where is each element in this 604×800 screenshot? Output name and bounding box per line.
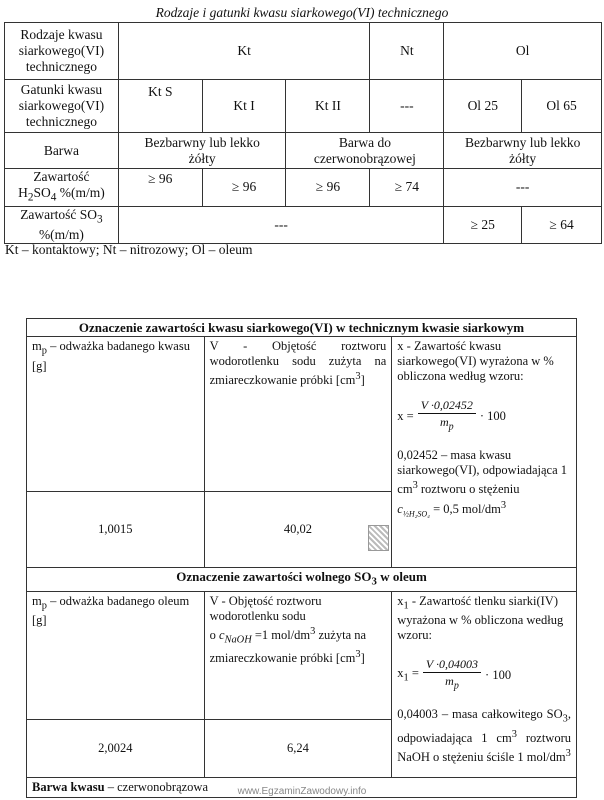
type-ol: Ol <box>444 23 602 80</box>
acid-color-row: Barwa kwasu – czerwonobrązowa <box>27 777 577 797</box>
table-row <box>5 169 602 207</box>
row-label: Zawartość $H_2SO_4$ %(m/m) <box>5 169 119 207</box>
so3-ol25: ≥ 25 <box>444 206 522 244</box>
grade-kt-i: Kt I <box>202 80 286 133</box>
row-label: Gatunki kwasu siarkowego(VI) technicznego <box>5 80 119 133</box>
type-kt: Kt <box>118 23 370 80</box>
section-header-so3: Oznaczenie zawartości wolnego $SO_3$ w oleum <box>27 568 577 592</box>
formula-cell-h2so4 <box>392 337 577 568</box>
row-label: Rodzaje kwasu siarkowego(VI) technicznego <box>5 23 119 80</box>
grade-kt-ii: Kt II <box>286 80 370 133</box>
formula-note-oleum: 0,04003 – masa całkowitego $SO_3$, odpowiadająca 1 $cm^3$ roztworu NaOH o stężeniu ściśle 1 mol/$dm^3$ <box>397 707 571 765</box>
grade-nt: --- <box>370 80 444 133</box>
grade-kt-s: Kt S <box>118 80 202 133</box>
h2so4-ktii: ≥ 96 <box>286 169 370 207</box>
mass-value-2: 2,0024 <box>27 719 205 777</box>
type-nt: Nt <box>370 23 444 80</box>
row-label: Zawartość $SO_3$ %(m/m) <box>5 206 119 244</box>
table-row <box>27 319 577 337</box>
watermark: www.EgzaminZawodowy.info <box>237 786 367 797</box>
grade-ol65: Ol 65 <box>522 80 602 133</box>
h2so4-nt: ≥ 74 <box>370 169 444 207</box>
volume-column-header-oleum: V - Objętość roztworu wodorotlenku sodu o $c_{NaOH} =1$ mol/$dm^3$ zużyta na zmiareczkowanie próbki $[cm^3]$ <box>204 591 392 719</box>
h2so4-ol: --- <box>444 169 602 207</box>
so3-ol65: ≥ 64 <box>522 206 602 244</box>
h2so4-kts: ≥ 96 <box>118 169 202 207</box>
table-row <box>27 337 577 492</box>
acid-types-table <box>4 22 602 244</box>
table-row <box>5 133 602 169</box>
mass-column-header: $m_p$ – odważka badanego kwasu [g] <box>27 337 205 492</box>
section-header-h2so4: Oznaczenie zawartości kwasu siarkowego(VI) w technicznym kwasie siarkowym <box>27 319 577 337</box>
h2so4-kti: ≥ 96 <box>202 169 286 207</box>
color-kt: Bezbarwny lub lekko żółty <box>118 133 286 169</box>
formula-x: x = $\frac{V \cdot 0,02452}{m_p}$ · 100 <box>397 398 506 433</box>
table-row <box>5 206 602 244</box>
volume-value-2: 6,24 <box>204 719 392 777</box>
formula-note: 0,02452 – masa kwasu siarkowego(VI), odpowiadająca 1 $cm^3$ roztworu o stężeniu $c_{\frac{1}{2}H_2SO_4} = 0,5$ mol/$dm^3$ <box>397 448 568 519</box>
volume-column-header: V - Objętość roztworu wodorotlenku sodu zużyta na zmiareczkowanie próbki $[cm^3]$ <box>204 337 392 492</box>
formula-intro-oleum: $x_1$ - Zawartość tlenku siarki(IV) wyrażona w % obliczona według wzoru: <box>397 593 564 643</box>
mass-column-header-oleum: $m_p$ – odważka badanego oleum [g] <box>27 591 205 719</box>
formula-x1: $x_1$ = $\frac{V \cdot 0,04003}{m_p}$ · 100 <box>397 657 512 692</box>
mass-value-1: 1,0015 <box>27 492 205 568</box>
volume-value-1: 40,02 <box>204 492 392 568</box>
color-ol: Bezbarwny lub lekko żółty <box>444 133 602 169</box>
formula-cell-so3 <box>392 591 577 777</box>
qr-code-icon <box>368 525 389 551</box>
table-row <box>5 23 602 80</box>
so3-kt-nt: --- <box>118 206 443 244</box>
table-row <box>27 591 577 719</box>
table-row <box>5 80 602 133</box>
analysis-table <box>26 318 577 798</box>
legend-note: Kt – kontaktowy; Nt – nitrozowy; Ol – oleum <box>5 242 253 257</box>
grade-ol25: Ol 25 <box>444 80 522 133</box>
table-title: Rodzaje i gatunki kwasu siarkowego(VI) technicznego <box>155 5 449 20</box>
formula-intro: x - Zawartość kwasu siarkowego(VI) wyrażona w % obliczona według wzoru: <box>397 339 554 383</box>
row-label: Barwa <box>5 133 119 169</box>
table-row <box>27 568 577 592</box>
color-kt2-nt: Barwa do czerwonobrązowej <box>286 133 444 169</box>
